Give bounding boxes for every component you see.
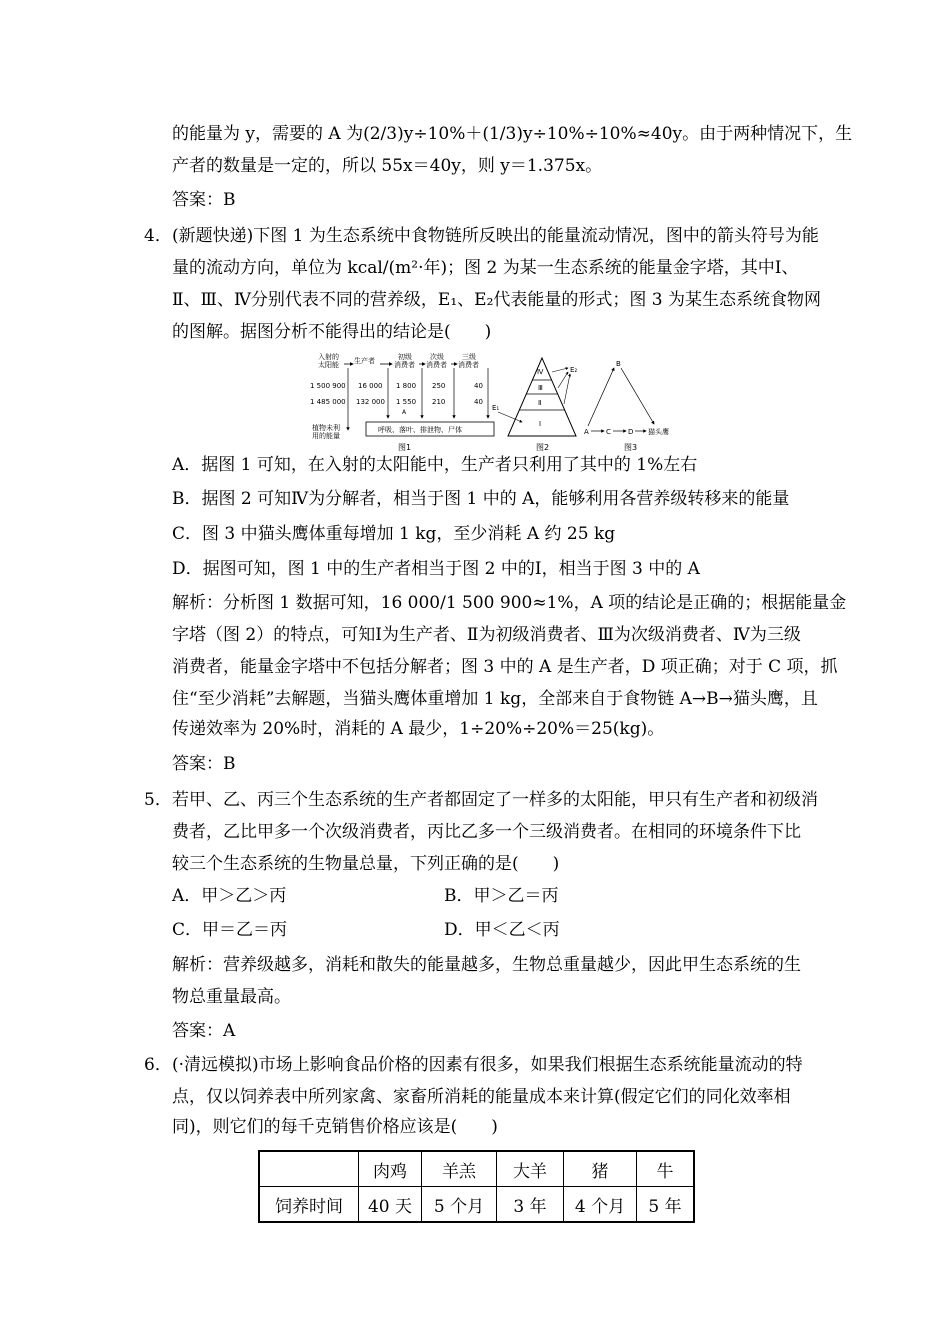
- question-stem: Ⅱ、Ⅲ、Ⅳ分别代表不同的营养级，E₁、E₂代表能量的形式；图 3 为某生态系统食物网: [172, 290, 822, 310]
- fig1-value: 1 800: [396, 382, 417, 390]
- fig1-value: 1 485 000: [310, 398, 346, 406]
- pyramid-level: Ⅰ: [539, 420, 542, 428]
- answer-line: 答案：B: [172, 190, 236, 210]
- analysis-line: 解析：分析图 1 数据可知，16 000/1 500 900≈1%，A 项的结论是正确的；根据能量金: [172, 593, 847, 613]
- question-stem: 同)，则它们的每千克销售价格应该是( ): [172, 1117, 498, 1137]
- foodweb-node: 猫头鹰: [648, 428, 669, 436]
- option-d: D．甲＜乙＜丙: [444, 920, 560, 940]
- foodweb-node: B: [616, 360, 621, 368]
- option-c: C．甲＝乙＝丙: [172, 920, 288, 940]
- fig1-col-label: 消费者: [394, 361, 415, 369]
- text-line: 产者的数量是一定的，所以 55x＝40y，则 y＝1.375x。: [172, 156, 603, 176]
- table-cell: 5 个月: [422, 1187, 497, 1223]
- table-cell: 4 个月: [564, 1187, 637, 1223]
- analysis-line: 传递效率为 20%时，消耗的 A 最少，1÷20%÷20%＝25(kg)。: [172, 719, 665, 739]
- fig1-col-label: 初级: [398, 353, 412, 361]
- text-line: 的能量为 y，需要的 A 为(2/3)y÷10%＋(1/3)y÷10%÷10%≈40y。由于两种情况下，生: [172, 124, 853, 144]
- option-a: A．据图 1 可知，在入射的太阳能中，生产者只利用了其中的 1%左右: [172, 455, 698, 475]
- fig1-col-label: 消费者: [426, 361, 447, 369]
- question-stem: 若甲、乙、丙三个生态系统的生产者都固定了一样多的太阳能，甲只有生产者和初级消: [172, 790, 818, 810]
- foodweb-node: C: [606, 428, 611, 436]
- fig1-value: 250: [432, 382, 446, 390]
- answer-line: 答案：B: [172, 754, 236, 774]
- analysis-line: 字塔（图 2）的特点，可知Ⅰ为生产者、Ⅱ为初级消费者、Ⅲ为次级消费者、Ⅳ为三级: [172, 625, 801, 645]
- table-row-label: 饲养时间: [259, 1187, 359, 1223]
- fig1-col-label: 消费者: [458, 361, 479, 369]
- question-stem: (新题快递)下图 1 为生态系统中食物链所反映出的能量流动情况，图中的箭头符号为能: [172, 226, 819, 246]
- table-cell: 40 天: [359, 1187, 422, 1223]
- option-b: B．据图 2 可知Ⅳ为分解者，相当于图 1 中的 A，能够利用各营养级转移来的能量: [172, 489, 790, 509]
- pyramid-level: Ⅳ: [537, 368, 544, 376]
- figure-3: [584, 360, 669, 452]
- option-c: C．图 3 中猫头鹰体重每增加 1 kg，至少消耗 A 约 25 kg: [172, 524, 616, 544]
- analysis-line: 住“至少消耗”去解题，当猫头鹰体重增加 1 kg，全部来自于食物链 A→B→猫头鹰，且: [172, 689, 818, 709]
- figure-2: [492, 358, 577, 452]
- fig1-value: 1 500 900: [310, 382, 346, 390]
- pyramid-level: Ⅱ: [538, 399, 542, 407]
- question-stem: 较三个生态系统的生物量总量，下列正确的是( ): [172, 854, 560, 874]
- pyramid-e1: E₁: [492, 404, 500, 412]
- fig1-caption: 图1: [398, 443, 412, 452]
- question-stem: 的图解。据图分析不能得出的结论是( ): [172, 322, 492, 342]
- fig1-bottom-label: 用的能量: [312, 432, 340, 440]
- question-stem: 费者，乙比甲多一个次级消费者，丙比乙多一个三级消费者。在相同的环境条件下比: [172, 822, 801, 842]
- question-stem: 量的流动方向，单位为 kcal/(m²·年)；图 2 为某一生态系统的能量金字塔，其中Ⅰ、: [172, 258, 799, 278]
- fig1-value: 40: [474, 398, 483, 406]
- foodweb-node: A: [584, 428, 589, 436]
- fig1-value: 1 550: [396, 398, 417, 406]
- fig1-box-label: 呼吸、落叶、排泄物、尸体: [378, 426, 462, 434]
- question-number: 4．: [144, 226, 172, 246]
- energy-flow-figure: [308, 350, 678, 452]
- analysis-line: 解析：营养级越多，消耗和散失的能量越多，生物总重量越少，因此甲生态系统的生: [172, 955, 801, 975]
- fig1-bottom-label: 植物未利: [312, 424, 340, 432]
- question-number: 6．: [144, 1055, 172, 1075]
- fig1-value: 210: [432, 398, 446, 406]
- fig1-col-label: 次级: [430, 353, 444, 361]
- fig1-value: 40: [474, 382, 483, 390]
- analysis-line: 物总重量最高。: [172, 987, 291, 1007]
- fig1-col-label: 生产者: [354, 357, 375, 365]
- option-d: D．据图可知，图 1 中的生产者相当于图 2 中的Ⅰ，相当于图 3 中的 A: [172, 559, 700, 579]
- question-number: 5．: [144, 790, 172, 810]
- answer-line: 答案：A: [172, 1021, 236, 1041]
- option-b: B．甲＞乙＝丙: [444, 886, 559, 906]
- table-header-cell: 肉鸡: [359, 1151, 422, 1187]
- table-header-cell: 羊羔: [422, 1151, 497, 1187]
- fig1-col-label: 三级: [462, 353, 476, 361]
- fig1-label-a: A: [402, 409, 407, 416]
- fig3-caption: 图3: [624, 443, 638, 452]
- figure-1: [310, 352, 494, 452]
- question-stem: 点，仅以饲养表中所列家禽、家畜所消耗的能量成本来计算(假定它们的同化效率相: [172, 1087, 791, 1107]
- table-header-cell: [259, 1151, 359, 1187]
- fig1-col-label: 入射的: [318, 353, 339, 361]
- table-header-row: [259, 1151, 694, 1187]
- analysis-line: 消费者，能量金字塔中不包括分解者；图 3 中的 A 是生产者，D 项正确；对于 C 项，抓: [172, 657, 838, 677]
- table-row: [259, 1187, 694, 1223]
- table-header-cell: 猪: [564, 1151, 637, 1187]
- table-header-cell: 牛: [637, 1151, 695, 1187]
- table-header-cell: 大羊: [497, 1151, 564, 1187]
- fig1-value: 16 000: [358, 382, 383, 390]
- fig2-caption: 图2: [536, 443, 550, 452]
- table-cell: 3 年: [497, 1187, 564, 1223]
- option-a: A．甲＞乙＞丙: [172, 886, 287, 906]
- pyramid-level: Ⅲ: [538, 384, 543, 392]
- question-stem: (·清远模拟)市场上影响食品价格的因素有很多，如果我们根据生态系统能量流动的特: [172, 1055, 803, 1075]
- foodweb-node: D: [628, 428, 634, 436]
- table-cell: 5 年: [637, 1187, 695, 1223]
- fig1-col-label: 太阳能: [318, 361, 339, 369]
- fig1-value: 132 000: [356, 398, 385, 406]
- feeding-table: [258, 1150, 695, 1223]
- pyramid-e2: E₂: [570, 366, 578, 374]
